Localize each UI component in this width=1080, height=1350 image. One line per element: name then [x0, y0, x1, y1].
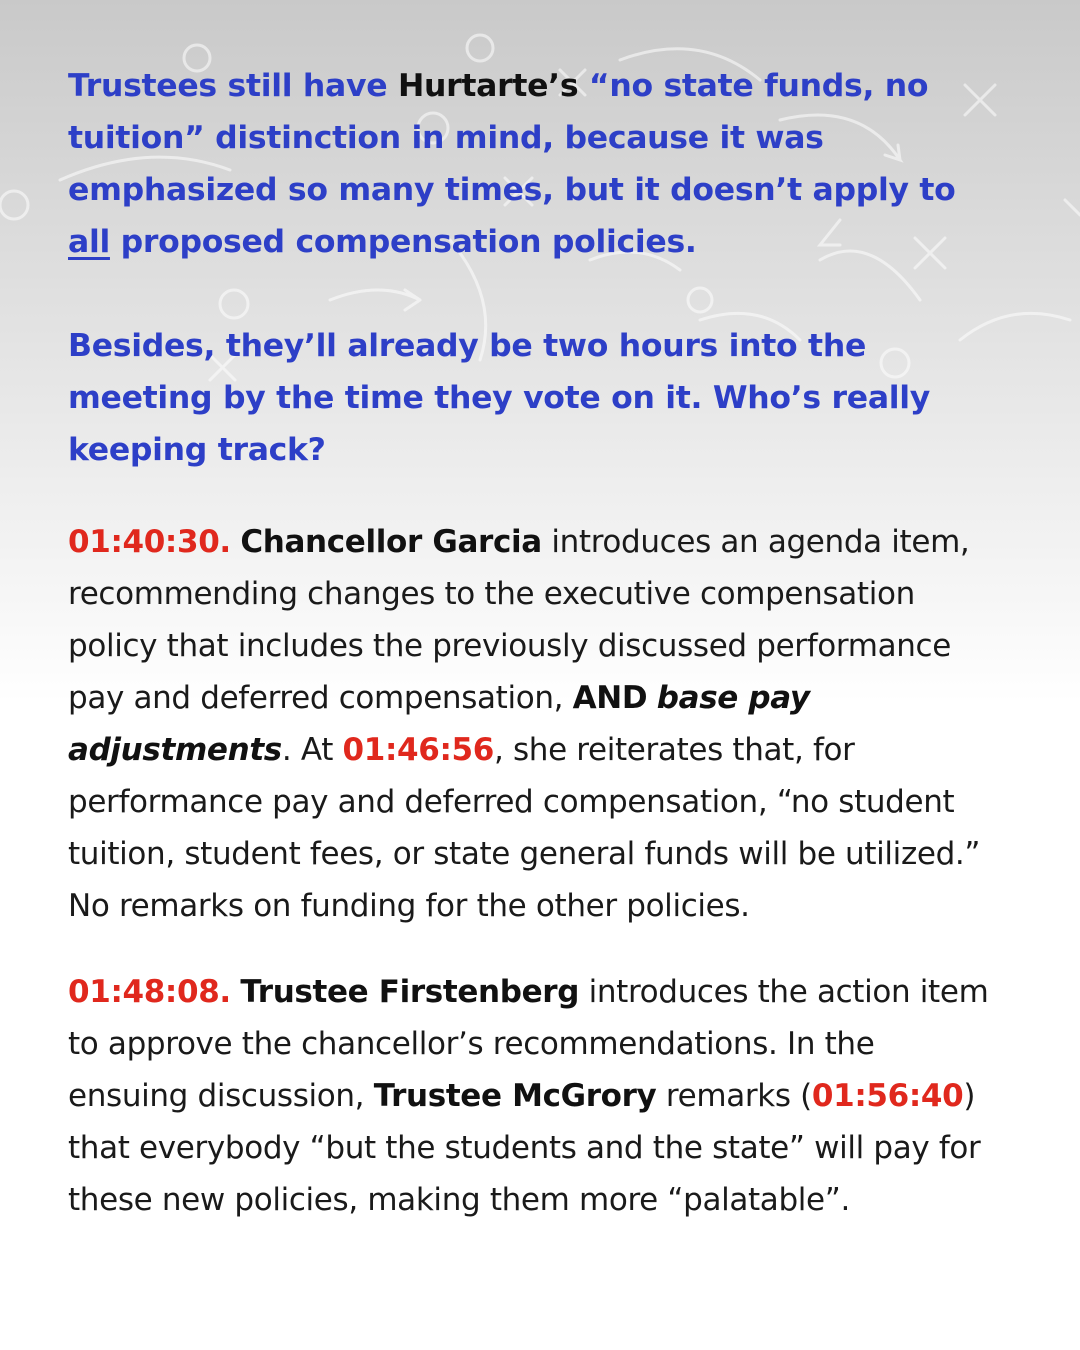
entry-text: introduces the action item to approve the chancellor’s recommendations. In the ensuing discussion, — [68, 974, 989, 1114]
article-content — [68, 60, 998, 1226]
intro-text: Trustees still have — [68, 68, 398, 104]
speaker-name: Trustee Firstenberg — [240, 974, 580, 1010]
intro-paragraph-1 — [68, 60, 998, 268]
timeline-entry-garcia — [68, 516, 998, 932]
timestamp: 01:40:30. — [68, 524, 231, 560]
timeline-entry-firstenberg — [68, 966, 998, 1226]
speaker-name: Chancellor Garcia — [240, 524, 542, 560]
timestamp: 01:56:40 — [811, 1078, 964, 1114]
intro-paragraph-2: Besides, they’ll already be two hours into the meeting by the time they vote on it. Who’s really keeping track? — [68, 328, 931, 468]
intro-text: proposed compensation policies. — [109, 224, 697, 260]
timestamp: 01:48:08. — [68, 974, 231, 1010]
timestamp: 01:46:56 — [342, 732, 494, 768]
entry-text: introduces an agenda item, recommending changes to the executive compensation policy that includes the previously discussed performance pay and deferred compensation, — [68, 524, 970, 716]
entry-text: ) that everybody “but the students and the state” will pay for these new policies, making them more “palatable”. — [68, 1078, 981, 1218]
underlined-all: all — [68, 224, 110, 260]
entry-text: , she reiterates that, for performance pay and deferred compensation, “no student tuition, student fees, or state general funds will be utilized.” No remarks on funding for the other policies. — [68, 732, 981, 924]
hurtarte-name: Hurtarte’s — [397, 68, 579, 104]
emphasis-base-pay: base pay adjustments — [68, 680, 810, 768]
emphasis-and: AND — [572, 680, 648, 716]
entry-text: . At — [281, 732, 343, 768]
speaker-name: Trustee McGrory — [373, 1078, 657, 1114]
entry-text: remarks ( — [656, 1078, 812, 1114]
intro-text: “no state funds, no tuition” distinction in mind, because it was emphasized so many times, but it doesn’t apply to — [68, 68, 956, 208]
